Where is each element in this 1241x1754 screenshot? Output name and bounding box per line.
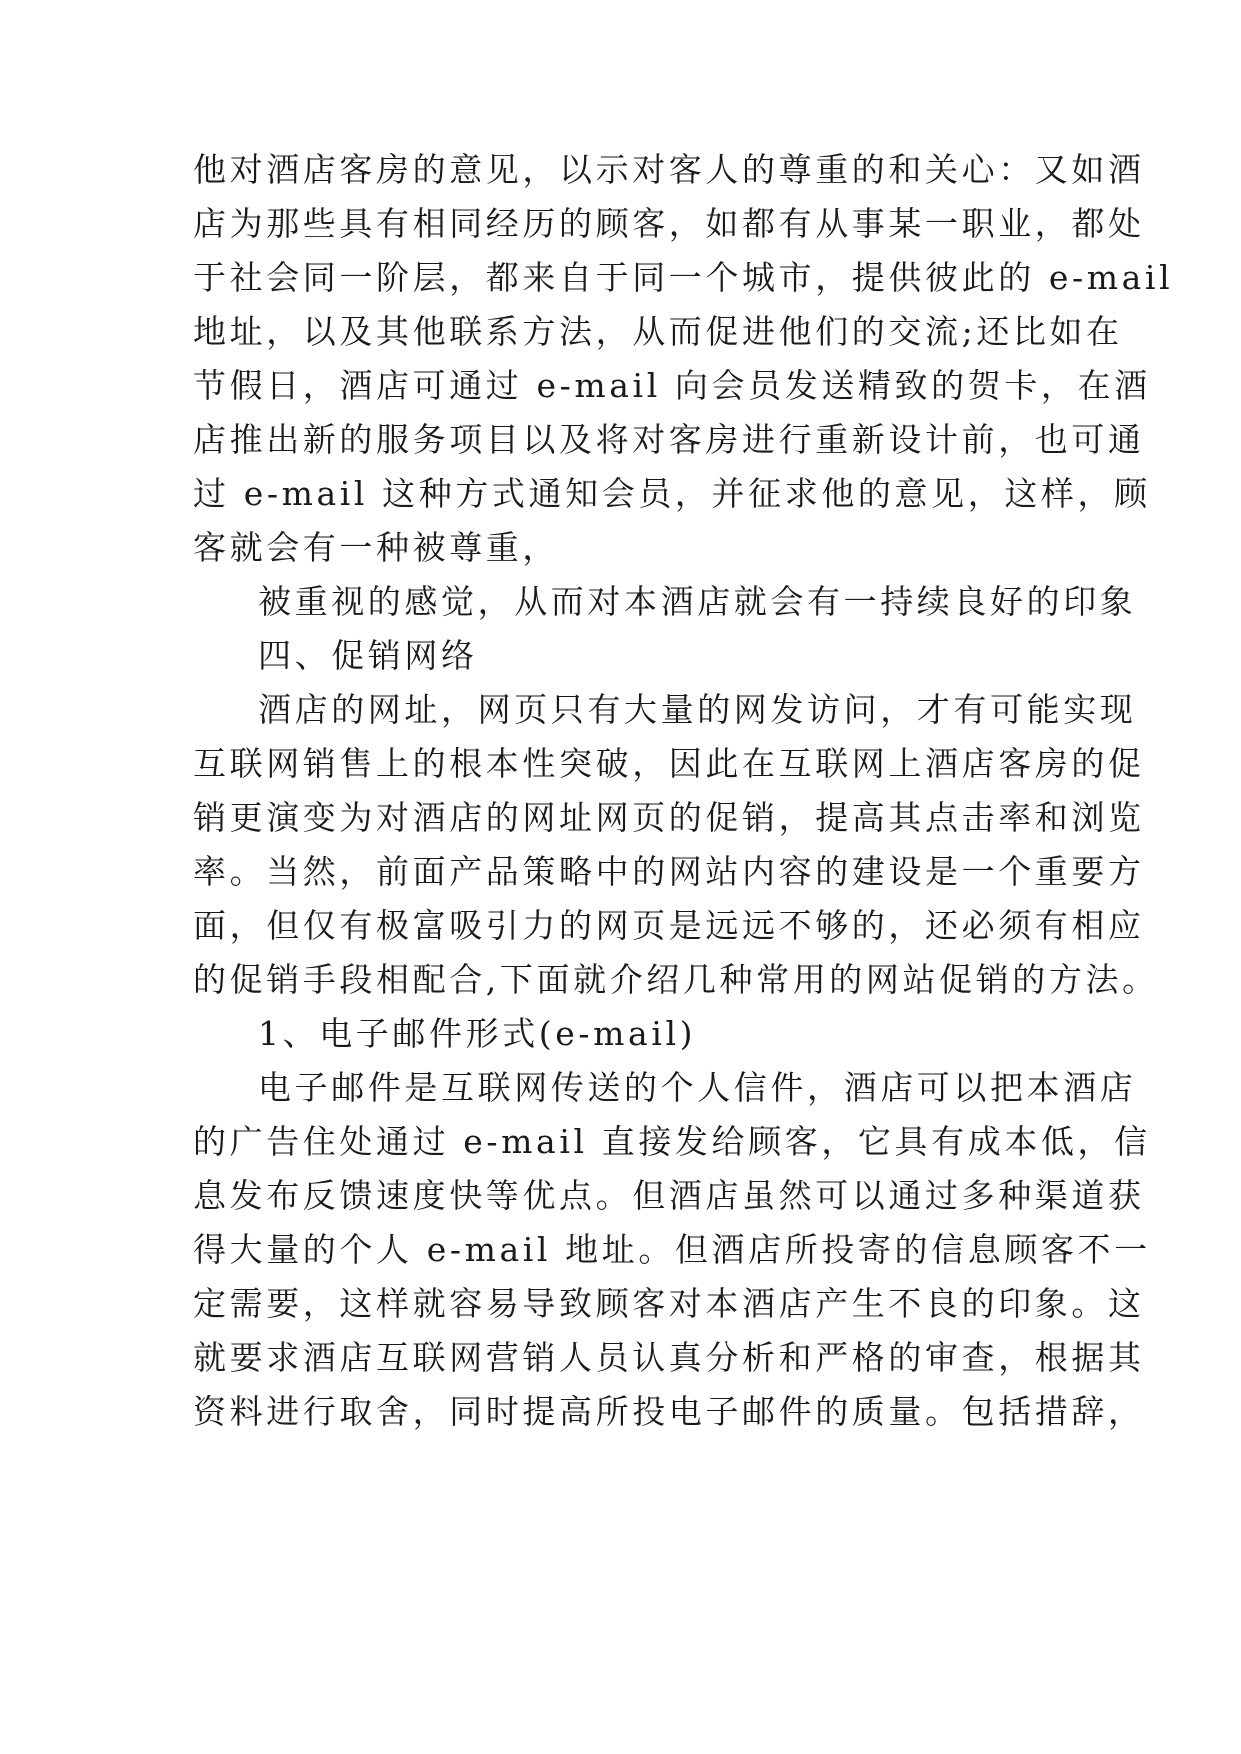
body-text-line: 过 e-mail 这种方式通知会员，并征求他的意见，这样，顾 (193, 474, 1151, 513)
body-text-line: 地址，以及其他联系方法，从而促进他们的交流;还比如在 (193, 312, 1123, 351)
body-text-line: 的促销手段相配合,下面就介绍几种常用的网站促销的方法。 (193, 960, 1159, 999)
body-text-line: 店推出新的服务项目以及将对客房进行重新设计前，也可通 (193, 420, 1145, 459)
body-text-line: 的广告住处通过 e-mail 直接发给顾客，它具有成本低，信 (193, 1122, 1151, 1161)
body-text-line: 定需要，这样就容易导致顾客对本酒店产生不良的印象。这 (193, 1284, 1145, 1323)
body-text-line: 就要求酒店互联网营销人员认真分析和严格的审查，根据其 (193, 1338, 1145, 1377)
body-text-line: 率。当然，前面产品策略中的网站内容的建设是一个重要方 (193, 852, 1145, 891)
body-text-line: 被重视的感觉，从而对本酒店就会有一持续良好的印象 (258, 582, 1137, 621)
body-text-line: 节假日，酒店可通过 e-mail 向会员发送精致的贺卡，在酒 (193, 366, 1151, 405)
body-text-line: 面，但仅有极富吸引力的网页是远远不够的，还必须有相应 (193, 906, 1145, 945)
body-text-line: 互联网销售上的根本性突破，因此在互联网上酒店客房的促 (193, 744, 1145, 783)
body-text-line: 得大量的个人 e-mail 地址。但酒店所投寄的信息顾客不一 (193, 1230, 1151, 1269)
body-text-line: 酒店的网址，网页只有大量的网发访问，才有可能实现 (258, 690, 1137, 729)
body-text-line: 客就会有一种被尊重， (193, 528, 559, 567)
subsection-heading: 1、电子邮件形式(e-mail) (258, 1014, 697, 1053)
body-text-line: 资料进行取舍，同时提高所投电子邮件的质量。包括措辞， (193, 1392, 1145, 1431)
body-text-line: 于社会同一阶层，都来自于同一个城市，提供彼此的 e-mail (193, 258, 1174, 297)
body-text-line: 店为那些具有相同经历的顾客，如都有从事某一职业，都处 (193, 204, 1145, 243)
body-text-line: 他对酒店客房的意见，以示对客人的尊重的和关心：又如酒 (193, 150, 1145, 189)
body-text-line: 销更演变为对酒店的网址网页的促销，提高其点击率和浏览 (193, 798, 1145, 837)
body-text-line: 电子邮件是互联网传送的个人信件，酒店可以把本酒店 (258, 1068, 1137, 1107)
body-text-line: 息发布反馈速度快等优点。但酒店虽然可以通过多种渠道获 (193, 1176, 1145, 1215)
section-heading: 四、促销网络 (258, 636, 478, 675)
